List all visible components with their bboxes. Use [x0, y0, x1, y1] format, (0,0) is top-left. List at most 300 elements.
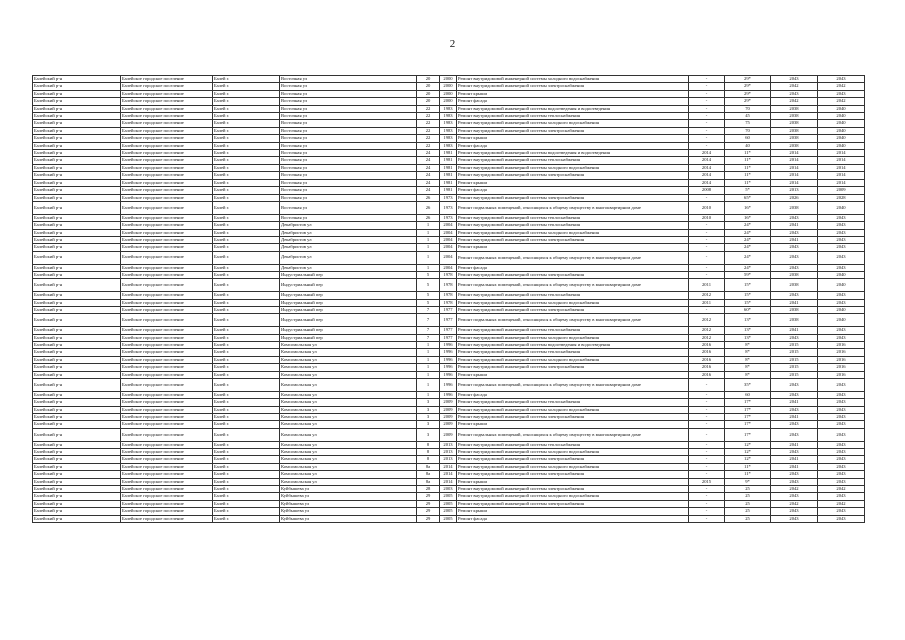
table-row	[33, 90, 865, 97]
settlement-cell: Балейское городское поселение	[121, 306, 213, 313]
year-cell: 2009	[440, 399, 457, 406]
table-row	[33, 379, 865, 392]
year-cell: 2004	[440, 236, 457, 243]
settlement-cell: Балейское городское поселение	[121, 399, 213, 406]
work-type-cell: Ремонт крыши	[457, 421, 689, 428]
year-from-cell: 2043	[771, 508, 818, 515]
street-cell: Восточная ул	[280, 105, 417, 112]
year-from-cell: 2043	[771, 391, 818, 398]
house-cell: 8	[417, 449, 440, 456]
house-cell: 8а	[417, 463, 440, 470]
settlement-cell: Балейское городское поселение	[121, 83, 213, 90]
plan-years-cell: 13*	[725, 314, 771, 327]
district-cell: Балейский р-н	[33, 299, 121, 306]
district-cell: Балейский р-н	[33, 306, 121, 313]
plan-start-cell: -	[689, 105, 725, 112]
district-cell: Балейский р-н	[33, 508, 121, 515]
work-type-cell: Ремонт крыши	[457, 244, 689, 251]
year-cell: 1983	[440, 105, 457, 112]
plan-start-cell: -	[689, 449, 725, 456]
house-cell: 24	[417, 179, 440, 186]
city-cell: Балей г.	[213, 90, 280, 97]
year-from-cell: 2043	[771, 515, 818, 522]
street-cell: Декабристов ул	[280, 251, 417, 264]
street-cell: Восточная ул	[280, 113, 417, 120]
year-from-cell: 2043	[771, 264, 818, 271]
street-cell: Комсомольская ул	[280, 471, 417, 478]
year-cell: 1977	[440, 314, 457, 327]
city-cell: Балей г.	[213, 379, 280, 392]
work-type-cell: Ремонт внутридомовой инженерной системы холодного водоснабжения	[457, 406, 689, 413]
work-type-cell: Ремонт фасада	[457, 264, 689, 271]
plan-years-cell: 24*	[725, 222, 771, 229]
house-cell: 1	[417, 236, 440, 243]
table-row	[33, 222, 865, 229]
house-cell: 3	[417, 406, 440, 413]
district-cell: Балейский р-н	[33, 201, 121, 214]
street-cell: Куйбышева ул	[280, 493, 417, 500]
house-cell: 7	[417, 327, 440, 334]
year-cell: 2000	[440, 76, 457, 83]
district-cell: Балейский р-н	[33, 113, 121, 120]
street-cell: Индустриальный пер	[280, 327, 417, 334]
work-type-cell: Ремонт крыши	[457, 179, 689, 186]
plan-start-cell: 2012	[689, 292, 725, 299]
district-cell: Балейский р-н	[33, 127, 121, 134]
city-cell: Балей г.	[213, 306, 280, 313]
house-cell: 1	[417, 244, 440, 251]
plan-years-cell: 24*	[725, 251, 771, 264]
settlement-cell: Балейское городское поселение	[121, 414, 213, 421]
plan-start-cell: -	[689, 414, 725, 421]
year-to-cell: 2043	[818, 456, 865, 463]
settlement-cell: Балейское городское поселение	[121, 371, 213, 378]
work-type-cell: Ремонт внутридомовой инженерной системы электроснабжения	[457, 500, 689, 507]
work-type-cell: Ремонт внутридомовой инженерной системы электроснабжения	[457, 194, 689, 201]
house-cell: 1	[417, 364, 440, 371]
street-cell: Комсомольская ул	[280, 406, 417, 413]
year-cell: 1981	[440, 157, 457, 164]
year-to-cell: 2040	[818, 120, 865, 127]
work-type-cell: Ремонт внутридомовой инженерной системы электроснабжения	[457, 127, 689, 134]
year-cell: 1996	[440, 391, 457, 398]
year-cell: 2000	[440, 90, 457, 97]
work-type-cell: Ремонт внутридомовой инженерной системы теплоснабжения	[457, 292, 689, 299]
year-from-cell: 2026	[771, 194, 818, 201]
district-cell: Балейский р-н	[33, 364, 121, 371]
year-from-cell: 2041	[771, 441, 818, 448]
plan-start-cell: 2015	[689, 478, 725, 485]
year-cell: 2009	[440, 421, 457, 428]
year-cell: 1981	[440, 172, 457, 179]
work-type-cell: Ремонт внутридомовой инженерной системы теплоснабжения	[457, 214, 689, 221]
plan-years-cell: 11*	[725, 172, 771, 179]
table-row	[33, 113, 865, 120]
plan-years-cell: 15*	[725, 292, 771, 299]
work-type-cell: Ремонт внутридомовой инженерной системы холодного водоснабжения	[457, 164, 689, 171]
year-cell: 1981	[440, 164, 457, 171]
district-cell: Балейский р-н	[33, 428, 121, 441]
table-body	[33, 76, 865, 523]
table-row	[33, 356, 865, 363]
settlement-cell: Балейское городское поселение	[121, 172, 213, 179]
year-cell: 1977	[440, 306, 457, 313]
year-from-cell: 2043	[771, 493, 818, 500]
year-from-cell: 2043	[771, 449, 818, 456]
work-type-cell: Ремонт крыши	[457, 508, 689, 515]
city-cell: Балей г.	[213, 236, 280, 243]
district-cell: Балейский р-н	[33, 90, 121, 97]
year-to-cell: 2043	[818, 478, 865, 485]
year-cell: 1996	[440, 364, 457, 371]
city-cell: Балей г.	[213, 500, 280, 507]
plan-years-cell: 15*	[725, 299, 771, 306]
year-cell: 2004	[440, 264, 457, 271]
plan-years-cell: 59*	[725, 271, 771, 278]
district-cell: Балейский р-н	[33, 341, 121, 348]
plan-years-cell: 11*	[725, 463, 771, 470]
plan-start-cell: -	[689, 493, 725, 500]
table-row	[33, 120, 865, 127]
street-cell: Восточная ул	[280, 164, 417, 171]
plan-years-cell: 75	[725, 120, 771, 127]
settlement-cell: Балейское городское поселение	[121, 299, 213, 306]
house-cell: 1	[417, 371, 440, 378]
year-cell: 2009	[440, 414, 457, 421]
plan-start-cell: -	[689, 515, 725, 522]
house-cell: 8	[417, 441, 440, 448]
city-cell: Балей г.	[213, 463, 280, 470]
table-row	[33, 142, 865, 149]
year-from-cell: 2038	[771, 279, 818, 292]
settlement-cell: Балейское городское поселение	[121, 271, 213, 278]
table-row	[33, 229, 865, 236]
year-to-cell: 2043	[818, 334, 865, 341]
city-cell: Балей г.	[213, 334, 280, 341]
plan-start-cell: -	[689, 471, 725, 478]
work-type-cell: Ремонт внутридомовой инженерной системы водоотведения и водоотведения	[457, 341, 689, 348]
table-row	[33, 399, 865, 406]
year-to-cell: 2043	[818, 244, 865, 251]
house-cell: 7	[417, 334, 440, 341]
table-row	[33, 172, 865, 179]
year-cell: 1996	[440, 356, 457, 363]
year-cell: 1983	[440, 135, 457, 142]
table-row	[33, 508, 865, 515]
street-cell: Восточная ул	[280, 187, 417, 194]
year-from-cell: 2013	[771, 187, 818, 194]
plan-start-cell: -	[689, 83, 725, 90]
house-cell: 24	[417, 172, 440, 179]
work-type-cell: Ремонт внутридомовой инженерной системы водоотведения и водоотведения	[457, 105, 689, 112]
plan-years-cell: 12*	[725, 456, 771, 463]
city-cell: Балей г.	[213, 515, 280, 522]
plan-years-cell: 8*	[725, 349, 771, 356]
district-cell: Балейский р-н	[33, 105, 121, 112]
year-to-cell: 2043	[818, 515, 865, 522]
city-cell: Балей г.	[213, 264, 280, 271]
city-cell: Балей г.	[213, 406, 280, 413]
year-cell: 2004	[440, 251, 457, 264]
city-cell: Балей г.	[213, 172, 280, 179]
table-row	[33, 449, 865, 456]
street-cell: Куйбышева ул	[280, 508, 417, 515]
year-from-cell: 2038	[771, 142, 818, 149]
plan-start-cell: -	[689, 508, 725, 515]
year-cell: 2000	[440, 83, 457, 90]
year-cell: 1981	[440, 179, 457, 186]
house-cell: 1	[417, 229, 440, 236]
year-to-cell: 2016	[818, 349, 865, 356]
district-cell: Балейский р-н	[33, 142, 121, 149]
city-cell: Балей г.	[213, 164, 280, 171]
street-cell: Индустриальный пер	[280, 292, 417, 299]
house-cell: 1	[417, 391, 440, 398]
settlement-cell: Балейское городское поселение	[121, 120, 213, 127]
table-row	[33, 179, 865, 186]
plan-start-cell: 2016	[689, 349, 725, 356]
city-cell: Балей г.	[213, 349, 280, 356]
year-to-cell: 2043	[818, 299, 865, 306]
work-type-cell: Ремонт внутридомовой инженерной системы электроснабжения	[457, 271, 689, 278]
settlement-cell: Балейское городское поселение	[121, 264, 213, 271]
plan-years-cell: 12*	[725, 449, 771, 456]
year-to-cell: 2014	[818, 150, 865, 157]
year-from-cell: 2043	[771, 471, 818, 478]
district-cell: Балейский р-н	[33, 334, 121, 341]
year-to-cell: 2014	[818, 164, 865, 171]
district-cell: Балейский р-н	[33, 414, 121, 421]
settlement-cell: Балейское городское поселение	[121, 493, 213, 500]
plan-start-cell: -	[689, 500, 725, 507]
plan-years-cell: 60*	[725, 306, 771, 313]
year-cell: 2004	[440, 222, 457, 229]
house-cell: 26	[417, 214, 440, 221]
year-cell: 1977	[440, 327, 457, 334]
house-cell: 28	[417, 486, 440, 493]
table-row	[33, 244, 865, 251]
settlement-cell: Балейское городское поселение	[121, 500, 213, 507]
street-cell: Восточная ул	[280, 179, 417, 186]
plan-start-cell: -	[689, 379, 725, 392]
city-cell: Балей г.	[213, 251, 280, 264]
district-cell: Балейский р-н	[33, 179, 121, 186]
plan-start-cell: -	[689, 135, 725, 142]
table-row	[33, 349, 865, 356]
year-to-cell: 2043	[818, 379, 865, 392]
plan-start-cell: 2010	[689, 201, 725, 214]
table-row	[33, 299, 865, 306]
house-cell: 8	[417, 456, 440, 463]
house-cell: 5	[417, 299, 440, 306]
street-cell: Индустриальный пер	[280, 279, 417, 292]
year-from-cell: 2043	[771, 334, 818, 341]
year-from-cell: 2038	[771, 271, 818, 278]
district-cell: Балейский р-н	[33, 391, 121, 398]
street-cell: Комсомольская ул	[280, 391, 417, 398]
street-cell: Комсомольская ул	[280, 364, 417, 371]
settlement-cell: Балейское городское поселение	[121, 164, 213, 171]
plan-years-cell: 11*	[725, 179, 771, 186]
plan-start-cell: 2014	[689, 179, 725, 186]
plan-years-cell: 25	[725, 500, 771, 507]
settlement-cell: Балейское городское поселение	[121, 486, 213, 493]
page-number: 2	[449, 38, 456, 50]
city-cell: Балей г.	[213, 113, 280, 120]
plan-start-cell: 2012	[689, 327, 725, 334]
house-cell: 29	[417, 508, 440, 515]
district-cell: Балейский р-н	[33, 222, 121, 229]
settlement-cell: Балейское городское поселение	[121, 478, 213, 485]
settlement-cell: Балейское городское поселение	[121, 157, 213, 164]
plan-start-cell: -	[689, 264, 725, 271]
plan-start-cell: 2016	[689, 356, 725, 363]
street-cell: Комсомольская ул	[280, 356, 417, 363]
table-row	[33, 500, 865, 507]
city-cell: Балей г.	[213, 76, 280, 83]
city-cell: Балей г.	[213, 486, 280, 493]
house-cell: 26	[417, 201, 440, 214]
city-cell: Балей г.	[213, 478, 280, 485]
settlement-cell: Балейское городское поселение	[121, 194, 213, 201]
settlement-cell: Балейское городское поселение	[121, 456, 213, 463]
settlement-cell: Балейское городское поселение	[121, 236, 213, 243]
city-cell: Балей г.	[213, 371, 280, 378]
year-from-cell: 2041	[771, 463, 818, 470]
house-cell: 20	[417, 83, 440, 90]
year-to-cell: 2043	[818, 493, 865, 500]
house-cell: 22	[417, 120, 440, 127]
work-type-cell: Ремонт внутридомовой инженерной системы холодного водоснабжения	[457, 76, 689, 83]
year-to-cell: 2040	[818, 314, 865, 327]
year-from-cell: 2015	[771, 371, 818, 378]
table-row	[33, 98, 865, 105]
district-cell: Балейский р-н	[33, 120, 121, 127]
year-to-cell: 2042	[818, 83, 865, 90]
year-to-cell: 2043	[818, 236, 865, 243]
work-type-cell: Ремонт внутридомовой инженерной системы теплоснабжения	[457, 327, 689, 334]
plan-years-cell: 11*	[725, 157, 771, 164]
district-cell: Балейский р-н	[33, 456, 121, 463]
district-cell: Балейский р-н	[33, 379, 121, 392]
plan-start-cell: 2012	[689, 334, 725, 341]
year-cell: 1983	[440, 120, 457, 127]
house-cell: 29	[417, 493, 440, 500]
district-cell: Балейский р-н	[33, 83, 121, 90]
work-type-cell: Ремонт фасада	[457, 98, 689, 105]
year-to-cell: 2040	[818, 271, 865, 278]
plan-start-cell: -	[689, 90, 725, 97]
year-to-cell: 2014	[818, 172, 865, 179]
house-cell: 3	[417, 428, 440, 441]
year-cell: 1973	[440, 194, 457, 201]
street-cell: Индустриальный пер	[280, 299, 417, 306]
year-cell: 1996	[440, 371, 457, 378]
district-cell: Балейский р-н	[33, 314, 121, 327]
plan-years-cell: 5*	[725, 187, 771, 194]
plan-years-cell: 25	[725, 486, 771, 493]
house-cell: 20	[417, 90, 440, 97]
year-cell: 1981	[440, 150, 457, 157]
plan-years-cell: 35*	[725, 379, 771, 392]
street-cell: Комсомольская ул	[280, 478, 417, 485]
year-from-cell: 2043	[771, 90, 818, 97]
year-from-cell: 2042	[771, 500, 818, 507]
year-to-cell: 2043	[818, 428, 865, 441]
table-row	[33, 471, 865, 478]
district-cell: Балейский р-н	[33, 421, 121, 428]
house-cell: 7	[417, 314, 440, 327]
work-type-cell: Ремонт внутридомовой инженерной системы электроснабжения	[457, 172, 689, 179]
plan-years-cell: 25	[725, 493, 771, 500]
city-cell: Балей г.	[213, 314, 280, 327]
city-cell: Балей г.	[213, 244, 280, 251]
year-to-cell: 2040	[818, 127, 865, 134]
city-cell: Балей г.	[213, 157, 280, 164]
district-cell: Балейский р-н	[33, 515, 121, 522]
table-row	[33, 279, 865, 292]
house-cell: 3	[417, 414, 440, 421]
plan-start-cell: -	[689, 421, 725, 428]
street-cell: Восточная ул	[280, 142, 417, 149]
year-cell: 1983	[440, 113, 457, 120]
plan-years-cell: 11*	[725, 150, 771, 157]
plan-start-cell: -	[689, 222, 725, 229]
year-cell: 2005	[440, 493, 457, 500]
year-cell: 1978	[440, 292, 457, 299]
plan-years-cell: 29*	[725, 83, 771, 90]
district-cell: Балейский р-н	[33, 493, 121, 500]
year-to-cell: 2043	[818, 222, 865, 229]
plan-start-cell: -	[689, 441, 725, 448]
year-to-cell: 2016	[818, 356, 865, 363]
year-to-cell: 2028	[818, 194, 865, 201]
plan-years-cell: 17*	[725, 399, 771, 406]
house-cell: 22	[417, 127, 440, 134]
plan-years-cell: 17*	[725, 428, 771, 441]
district-cell: Балейский р-н	[33, 251, 121, 264]
table-row	[33, 135, 865, 142]
district-cell: Балейский р-н	[33, 399, 121, 406]
settlement-cell: Балейское городское поселение	[121, 314, 213, 327]
settlement-cell: Балейское городское поселение	[121, 76, 213, 83]
table-row	[33, 76, 865, 83]
work-type-cell: Ремонт фасада	[457, 391, 689, 398]
work-type-cell: Ремонт подвальных помещений, относящихся к общему имуществу в многоквартирном доме	[457, 251, 689, 264]
work-type-cell: Ремонт фасада	[457, 187, 689, 194]
year-from-cell: 2041	[771, 456, 818, 463]
year-from-cell: 2014	[771, 172, 818, 179]
district-cell: Балейский р-н	[33, 486, 121, 493]
city-cell: Балей г.	[213, 493, 280, 500]
city-cell: Балей г.	[213, 214, 280, 221]
year-from-cell: 2043	[771, 244, 818, 251]
district-cell: Балейский р-н	[33, 449, 121, 456]
settlement-cell: Балейское городское поселение	[121, 349, 213, 356]
district-cell: Балейский р-н	[33, 214, 121, 221]
plan-start-cell: -	[689, 244, 725, 251]
year-to-cell: 2014	[818, 179, 865, 186]
house-cell: 24	[417, 157, 440, 164]
house-cell: 20	[417, 98, 440, 105]
plan-years-cell: 8*	[725, 341, 771, 348]
year-cell: 1996	[440, 379, 457, 392]
street-cell: Декабристов ул	[280, 229, 417, 236]
city-cell: Балей г.	[213, 142, 280, 149]
plan-years-cell: 24*	[725, 229, 771, 236]
work-type-cell: Ремонт внутридомовой инженерной системы теплоснабжения	[457, 349, 689, 356]
work-type-cell: Ремонт крыши	[457, 135, 689, 142]
